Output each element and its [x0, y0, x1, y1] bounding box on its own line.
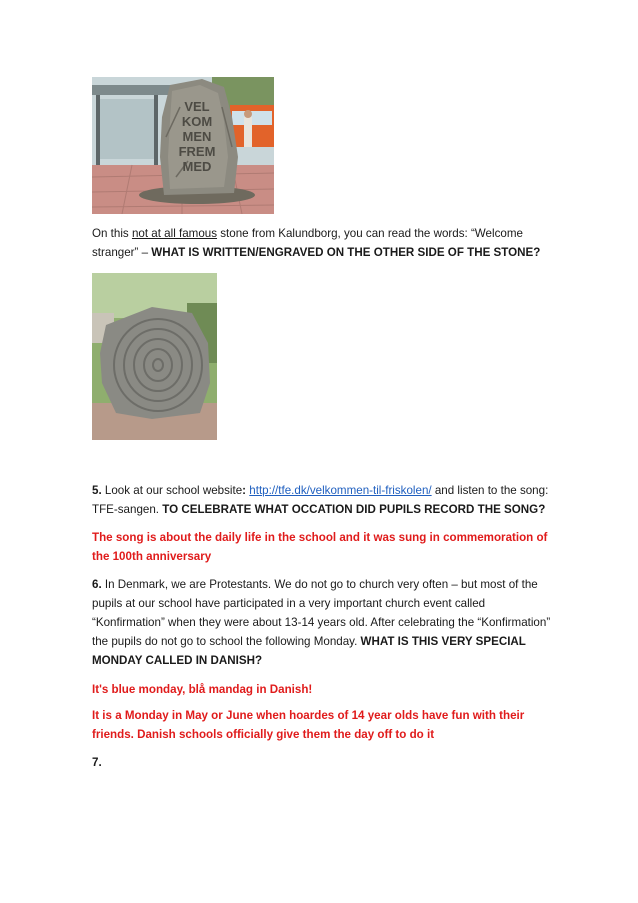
- question-5-mid: and listen to the song: TFE-sangen.: [92, 484, 549, 516]
- stone-paragraph-mid: stone from Kalundborg, you can read the words: “Welcome stranger” –: [92, 227, 523, 259]
- stone-engraving-line: FREM: [178, 144, 216, 159]
- stone-front-illustration: [92, 77, 274, 214]
- question-5-number: 5.: [92, 484, 102, 497]
- kalundborg-stone-photo: [92, 77, 274, 214]
- question-6-answer-2: It is a Monday in May or June when hoardes of 14 year olds have fun with their friends. Danish schools officially give them the day off to do it: [92, 709, 525, 741]
- stone-back-illustration: [92, 273, 217, 440]
- stone-engraving-line: MED: [182, 159, 212, 174]
- question-6-number: 6.: [92, 578, 102, 591]
- question-5-answer: The song is about the daily life in the school and it was sung in commemoration of the 100th anniversary: [92, 531, 548, 563]
- school-website-link[interactable]: http://tfe.dk/velkommen-til-friskolen/: [249, 484, 432, 497]
- question-5: [92, 481, 552, 519]
- stone-engraving-line: VEL: [184, 99, 210, 114]
- question-6-text: In Denmark, we are Protestants. We do not go to church very often – but most of the pupils at our school have participated in a very important church event called “Konfirmation” when they were about 13-14 years old. After celebrating the “Konfirmation” the pupils do not go to school the following Monday.: [92, 578, 551, 648]
- stone-engraving-line: KOM: [181, 114, 213, 129]
- stone-paragraph-pre: On this: [92, 227, 132, 240]
- question-5-colon: :: [242, 484, 247, 497]
- stone-question: WHAT IS WRITTEN/ENGRAVED ON THE OTHER SIDE OF THE STONE?: [151, 246, 541, 259]
- stone-engraving-line: MEN: [182, 129, 212, 144]
- question-7-number: 7.: [92, 756, 102, 769]
- stone-back-photo: [92, 273, 217, 440]
- question-6-answer-1: It's blue monday, blå mandag in Danish!: [92, 683, 313, 696]
- question-6-question: WHAT IS THIS VERY SPECIAL MONDAY CALLED IN DANISH?: [92, 635, 526, 667]
- stone-paragraph-underlined: not at all famous: [131, 227, 218, 240]
- question-5-question: TO CELEBRATE WHAT OCCATION DID PUPILS RECORD THE SONG?: [162, 503, 546, 516]
- stone-paragraph: [92, 224, 552, 262]
- question-6: [92, 575, 552, 670]
- question-5-pre: Look at our school website: [101, 484, 243, 497]
